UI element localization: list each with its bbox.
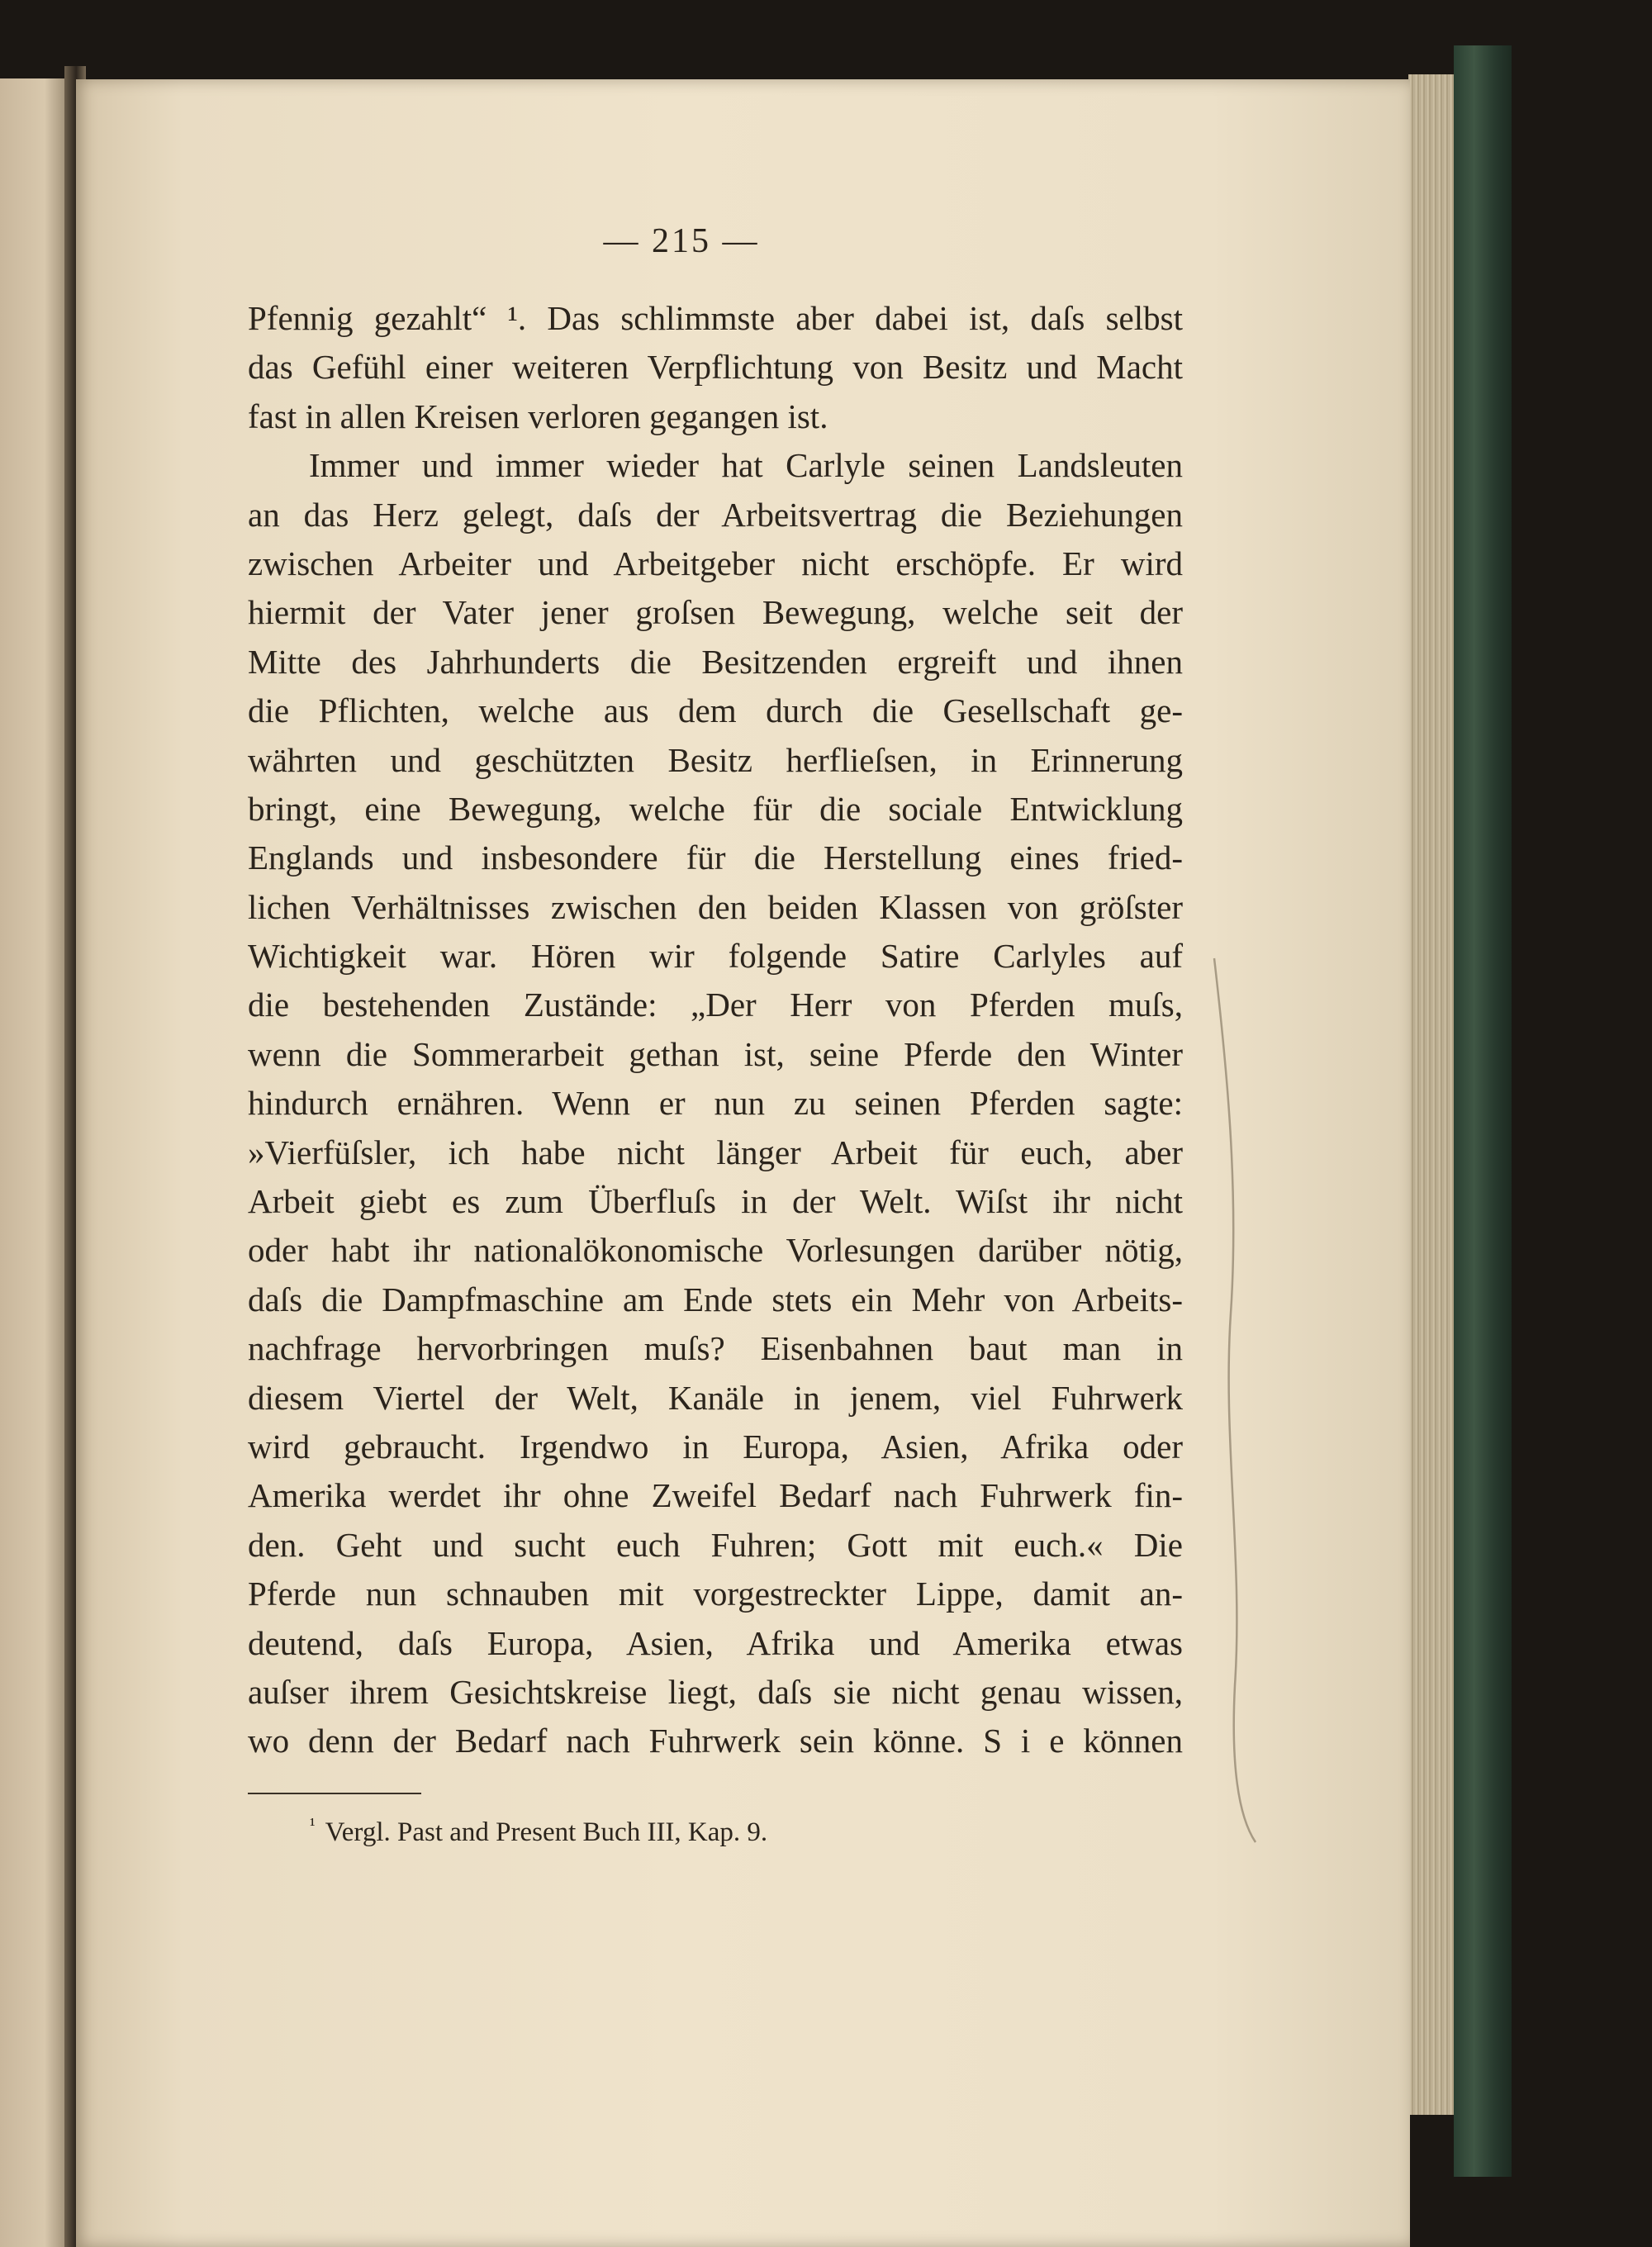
text-line: fast in allen Kreisen verloren gegangen ist.	[248, 397, 828, 435]
text-line: währten und geschützten Besitz herflieſsen, in Erinnerung	[248, 740, 1183, 779]
text-line: Immer und immer wieder hat Carlyle seinen Landsleuten	[309, 446, 1183, 485]
pencil-margin-mark	[1206, 942, 1264, 1850]
text-line: Englands und insbesondere für die Herstellung eines fried-	[248, 838, 1183, 877]
left-page-edge	[0, 78, 74, 2247]
text-line: zwischen Arbeiter und Arbeitgeber nicht erschöpfe. Er wird	[248, 544, 1183, 582]
text-line: auſser ihrem Gesichtskreise liegt, daſs sie nicht genau wissen,	[248, 1672, 1183, 1711]
text-line: wo denn der Bedarf nach Fuhrwerk sein könne. S i e können	[248, 1722, 1183, 1760]
text-line: Mitte des Jahrhunderts die Besitzenden ergreift und ihnen	[248, 642, 1183, 681]
text-line: oder habt ihr nationalökonomische Vorlesungen darüber nötig,	[248, 1231, 1183, 1270]
text-line: wird gebraucht. Irgendwo in Europa, Asien, Afrika oder	[248, 1427, 1183, 1466]
text-line: die Pflichten, welche aus dem durch die Gesellschaft ge-	[248, 691, 1183, 730]
text-line: lichen Verhältnisses zwischen den beiden Klassen von gröſster	[248, 887, 1183, 926]
text-line: Pferde nun schnauben mit vorgestreckter Lippe, damit an-	[248, 1575, 1183, 1613]
text-line: diesem Viertel der Welt, Kanäle in jenem, viel Fuhrwerk	[248, 1378, 1183, 1417]
text-line: »Vierfüſsler, ich habe nicht länger Arbeit für euch, aber	[248, 1133, 1183, 1171]
footnote	[310, 1814, 767, 1848]
text-line: wenn die Sommerarbeit gethan ist, seine Pferde den Winter	[248, 1034, 1183, 1073]
text-line: daſs die Dampfmaschine am Ende stets ein Mehr von Arbeits-	[248, 1280, 1183, 1318]
text-line: die bestehenden Zustände: „Der Herr von Pferden muſs,	[248, 986, 1183, 1024]
book-cover-board	[1454, 45, 1512, 2177]
text-line: hiermit der Vater jener groſsen Bewegung, welche seit der	[248, 593, 1183, 632]
page-number: — 215 —	[603, 222, 760, 260]
footnote-separator	[248, 1793, 421, 1794]
text-line: Amerika werdet ihr ohne Zweifel Bedarf nach Fuhrwerk fin-	[248, 1476, 1183, 1515]
text-line: nachfrage hervorbringen muſs? Eisenbahnen baut man in	[248, 1329, 1183, 1368]
body-text	[248, 294, 1183, 1766]
text-line: den. Geht und sucht euch Fuhren; Gott mit euch.« Die	[248, 1525, 1183, 1564]
page-edges	[1408, 74, 1456, 2115]
footnote-marker: ¹	[310, 1814, 316, 1835]
text-line: bringt, eine Bewegung, welche für die sociale Entwicklung	[248, 789, 1183, 828]
text-line: Pfennig gezahlt“ ¹. Das schlimmste aber dabei ist, daſs selbst	[248, 299, 1183, 337]
text-line: deutend, daſs Europa, Asien, Afrika und Amerika etwas	[248, 1623, 1183, 1662]
text-line: an das Herz gelegt, daſs der Arbeitsvertrag die Beziehungen	[248, 495, 1183, 534]
text-line: hindurch ernähren. Wenn er nun zu seinen Pferden sagte:	[248, 1084, 1183, 1123]
text-line: Arbeit giebt es zum Überfluſs in der Welt. Wiſst ihr nicht	[248, 1182, 1183, 1221]
text-line: das Gefühl einer weiteren Verpflichtung von Besitz und Macht	[248, 348, 1183, 387]
text-line: Wichtigkeit war. Hören wir folgende Satire Carlyles auf	[248, 937, 1183, 976]
footnote-text: Vergl. Past and Present Buch III, Kap. 9.	[325, 1817, 768, 1847]
